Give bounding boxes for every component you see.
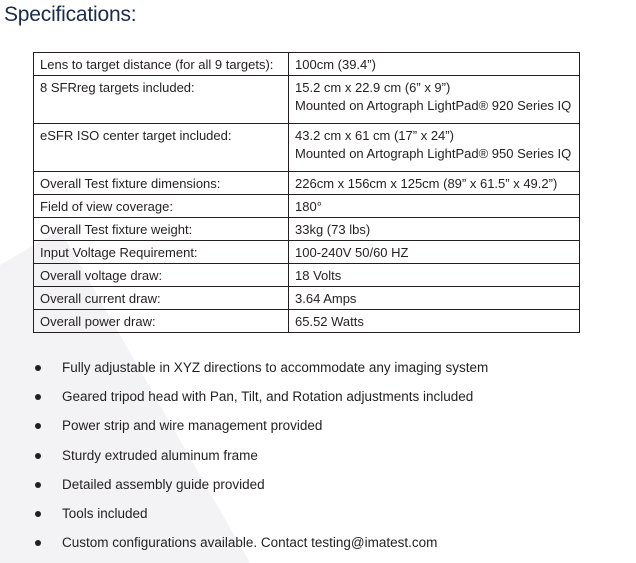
spec-label: Overall Test fixture dimensions: bbox=[34, 172, 289, 195]
feature-text: Tools included bbox=[62, 505, 148, 521]
feature-list-item bbox=[30, 387, 488, 416]
spec-label: Overall voltage draw: bbox=[34, 264, 289, 287]
bullet-icon bbox=[35, 482, 41, 488]
bullet-icon bbox=[35, 540, 41, 546]
specifications-table bbox=[33, 52, 580, 333]
spec-value bbox=[289, 172, 580, 195]
spec-label: Input Voltage Requirement: bbox=[34, 241, 289, 264]
spec-value bbox=[289, 218, 580, 241]
spec-row bbox=[34, 287, 580, 310]
spec-row bbox=[34, 241, 580, 264]
spec-value bbox=[289, 53, 580, 76]
feature-text: Custom configurations available. Contact testing@imatest.com bbox=[62, 535, 438, 551]
feature-text: Geared tripod head with Pan, Tilt, and Rotation adjustments included bbox=[62, 389, 474, 405]
feature-list-item bbox=[30, 416, 488, 445]
feature-list-item bbox=[30, 446, 488, 475]
bullet-icon bbox=[35, 365, 41, 371]
spec-value-line: 100cm (39.4”) bbox=[295, 57, 376, 72]
spec-label: Overall Test fixture weight: bbox=[34, 218, 289, 241]
feature-list-item bbox=[30, 533, 488, 562]
spec-row bbox=[34, 195, 580, 218]
feature-text: Detailed assembly guide provided bbox=[62, 476, 265, 492]
feature-text: Sturdy extruded aluminum frame bbox=[62, 447, 258, 463]
bullet-icon bbox=[35, 423, 41, 429]
spec-value bbox=[289, 124, 580, 172]
spec-row bbox=[34, 53, 580, 76]
bullet-icon bbox=[35, 453, 41, 459]
spec-value-line: Mounted on Artograph LightPad® 920 Series IQ bbox=[295, 98, 572, 113]
feature-list bbox=[30, 358, 488, 562]
spec-value-line: 65.52 Watts bbox=[295, 314, 364, 329]
spec-label: Field of view coverage: bbox=[34, 195, 289, 218]
spec-value-line: 43.2 cm x 61 cm (17” x 24”) bbox=[295, 128, 454, 143]
spec-label: Overall power draw: bbox=[34, 310, 289, 333]
spec-value bbox=[289, 310, 580, 333]
spec-value-line: 180° bbox=[295, 199, 322, 214]
spec-value bbox=[289, 241, 580, 264]
spec-value bbox=[289, 287, 580, 310]
feature-list-item bbox=[30, 504, 488, 533]
specifications-table-body bbox=[34, 53, 580, 333]
spec-label: eSFR ISO center target included: bbox=[34, 124, 289, 172]
spec-value-line: 18 Volts bbox=[295, 268, 342, 283]
bullet-icon bbox=[35, 511, 41, 517]
spec-label: Overall current draw: bbox=[34, 287, 289, 310]
page-title: Specifications: bbox=[4, 3, 137, 26]
spec-value-line: 226cm x 156cm x 125cm (89” x 61.5” x 49.2”) bbox=[295, 176, 558, 191]
spec-value-line: 15.2 cm x 22.9 cm (6” x 9”) bbox=[295, 80, 451, 95]
spec-row bbox=[34, 310, 580, 333]
spec-value-line: 100-240V 50/60 HZ bbox=[295, 245, 409, 260]
spec-row bbox=[34, 124, 580, 172]
spec-value-line: 3.64 Amps bbox=[295, 291, 357, 306]
spec-row bbox=[34, 218, 580, 241]
spec-row bbox=[34, 172, 580, 195]
spec-value bbox=[289, 264, 580, 287]
spec-value-line: Mounted on Artograph LightPad® 950 Series IQ bbox=[295, 146, 572, 161]
spec-label: 8 SFRreg targets included: bbox=[34, 76, 289, 124]
spec-label: Lens to target distance (for all 9 targets): bbox=[34, 53, 289, 76]
feature-text: Fully adjustable in XYZ directions to accommodate any imaging system bbox=[62, 360, 489, 375]
spec-row bbox=[34, 76, 580, 124]
feature-list-item bbox=[30, 475, 488, 504]
spec-value bbox=[289, 195, 580, 218]
feature-list-item bbox=[30, 358, 488, 387]
spec-value-line: 33kg (73 lbs) bbox=[295, 222, 371, 237]
bullet-icon bbox=[35, 394, 41, 400]
feature-text: Power strip and wire management provided bbox=[62, 418, 323, 434]
spec-row bbox=[34, 264, 580, 287]
spec-value bbox=[289, 76, 580, 124]
